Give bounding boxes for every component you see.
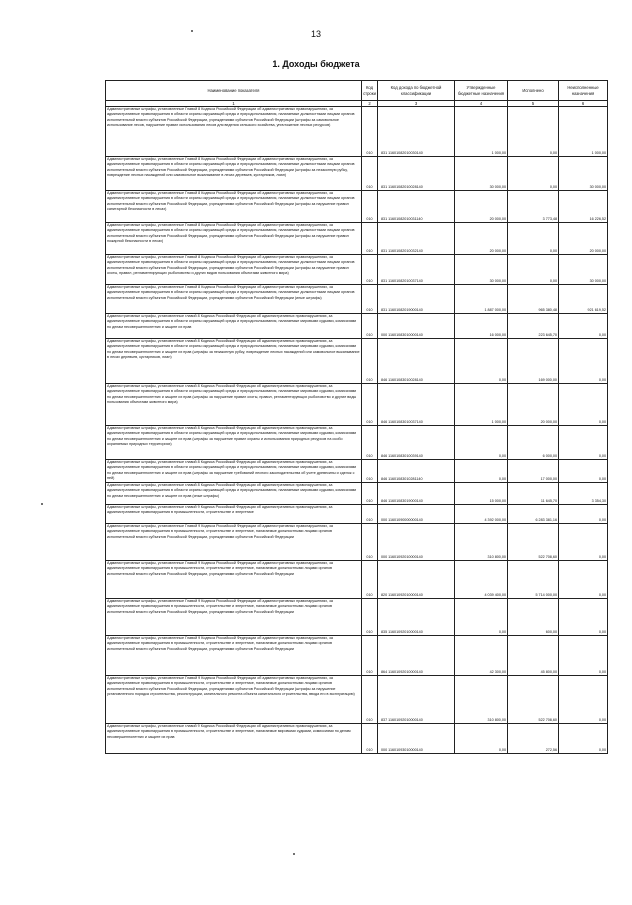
row-description: Административные штрафы, установленные главой 9 Кодекса Российской Федерации об административных правонарушениях, за административные правонарушения в промышленности, строительстве и энергетике [106, 505, 362, 524]
row-income-code: 846 11601083010037140 [378, 384, 455, 426]
row-unexecuted: 0,00 [559, 599, 608, 636]
column-number: 5 [508, 101, 559, 107]
row-approved: 20 000,00 [455, 191, 508, 223]
row-income-code: 000 11601092010000140 [378, 524, 455, 561]
row-unexecuted: 0,00 [559, 636, 608, 676]
row-approved: 42 300,00 [455, 636, 508, 676]
income-table [105, 80, 608, 754]
row-approved: 0,00 [455, 599, 508, 636]
column-number: 4 [455, 101, 508, 107]
row-description: Административные штрафы, установленные главой 8 Кодекса Российской Федерации об административных правонарушениях, за административные правонарушения в области охраны окружающей среды и природопользования, налагаемые мировыми судьями, комиссиями по делам несовершеннолетних и защите их прав (штрафы за незаконную рубку, повреждение лесных насаждений или самовольное выкапывание в лесах деревьев, кустарников, лиан) [106, 339, 362, 384]
row-income-code: 846 11601083010039140 [378, 426, 455, 460]
table-header-row [106, 81, 608, 101]
row-description: Административные штрафы, установленные Главой 8 Кодекса Российской Федерации об административных правонарушениях, за административные правонарушения в области охраны окружающей среды и природопользования, налагаемые должностными лицами органов исполнительной власти субъектов Российской Федерации, учреждениями субъектов Российской Федерации (штрафы за нарушение правил охоты, правил, регламентирующих рыболовство и других видов пользования объектами животного мира) [106, 255, 362, 285]
row-income-code: 864 11601092010000140 [378, 636, 455, 676]
row-executed: 3 773,48 [508, 191, 559, 223]
row-unexecuted: 20 000,00 [559, 223, 608, 255]
row-executed: 5 714 000,00 [508, 561, 559, 599]
row-line-code: 010 [362, 223, 378, 255]
row-approved: 0,00 [455, 724, 508, 754]
row-description: Административные штрафы, установленные главой 8 Кодекса Российской Федерации об административных правонарушениях, за административные правонарушения в области охраны окружающей среды и природопользования, налагаемые мировыми судьями, комиссиями по делам несовершеннолетних и защите их прав (штрафы за нарушение требований лесного законодательства об учете древесины и сделок с ней) [106, 460, 362, 483]
row-description: Административные штрафы, установленные Главой 8 Кодекса Российской Федерации об административных правонарушениях, за административные правонарушения в области охраны окружающей среды и природопользования, налагаемые должностными лицами органов исполнительной власти субъектов Российской Федерации, учреждениями субъектов Российской Федерации (штрафы за нарушение правил санитарной безопасности в лесах) [106, 191, 362, 223]
table-row [106, 255, 608, 285]
row-approved: 0,00 [455, 339, 508, 384]
row-description: Административные штрафы, установленные Главой 9 Кодекса Российской Федерации об административных правонарушениях, за административные правонарушения в промышленности, строительстве и энергетике, налагаемые должностными лицами органов исполнительной власти субъектов Российской Федерации, учреждениями субъектов Российской Федерации [106, 636, 362, 676]
scan-speck [293, 853, 295, 855]
table-row [106, 339, 608, 384]
row-income-code: 831 11601082010030140 [378, 107, 455, 157]
row-income-code: 000 11601090000000140 [378, 505, 455, 524]
row-approved: 310 800,00 [455, 676, 508, 724]
row-approved: 1 000,00 [455, 107, 508, 157]
row-description: Административные штрафы, установленные Главой 9 Кодекса Российской Федерации об административных правонарушениях, за административные правонарушения в промышленности, строительстве и энергетике, налагаемые должностными лицами органов исполнительной власти субъектов Российской Федерации, учреждениями субъектов Российской Федерации [106, 561, 362, 599]
row-income-code: 835 11601092010000140 [378, 599, 455, 636]
table-row [106, 285, 608, 314]
row-line-code: 010 [362, 483, 378, 505]
row-unexecuted: 0,00 [559, 426, 608, 460]
row-unexecuted: 0,00 [559, 505, 608, 524]
row-approved: 4 039 400,00 [455, 561, 508, 599]
table-row [106, 561, 608, 599]
row-line-code: 010 [362, 314, 378, 339]
row-line-code: 010 [362, 426, 378, 460]
row-unexecuted: 0,00 [559, 460, 608, 483]
column-number: 3 [378, 101, 455, 107]
row-executed: 169 000,00 [508, 339, 559, 384]
row-executed: 0,00 [508, 223, 559, 255]
header-income-code: Код дохода по бюджетной классификации [378, 81, 455, 101]
row-line-code: 010 [362, 724, 378, 754]
header-unexecuted: Неисполненные назначения [559, 81, 608, 101]
row-description: Административные штрафы, установленные главой 9 Кодекса Российской Федерации об административных правонарушениях, за административные правонарушения в промышленности, строительстве и энергетике, налагаемые мировыми судьями, комиссиями по делам несовершеннолетних и защите их прав [106, 724, 362, 754]
document-title: 1. Доходы бюджета [272, 59, 360, 69]
row-approved: 30 000,00 [455, 255, 508, 285]
column-number: 6 [559, 101, 608, 107]
row-unexecuted: 1 000,00 [559, 107, 608, 157]
header-executed: Исполнено [508, 81, 559, 101]
row-income-code: 831 11601082010028140 [378, 157, 455, 191]
row-description: Административные штрафы, установленные главой 8 Кодекса Российской Федерации об административных правонарушениях, за административные правонарушения в области охраны окружающей среды и природопользования, налагаемые мировыми судьями, комиссиями по делам несовершеннолетних и защите их прав (штрафы за нарушение правил охоты, правил, регламентирующих рыболовство и другие виды пользования объектами животного мира) [106, 384, 362, 426]
row-income-code: 831 11601082010031140 [378, 191, 455, 223]
row-line-code: 010 [362, 285, 378, 314]
table-row [106, 107, 608, 157]
column-number: 2 [362, 101, 378, 107]
row-executed: 600,00 [508, 599, 559, 636]
row-description: Административные штрафы, установленные Главой 8 Кодекса Российской Федерации об административных правонарушениях, за административные правонарушения в области охраны окружающей среды и природопользования, налагаемые должностными лицами органов исполнительной власти субъектов Российской Федерации, учреждениями субъектов Российской Федерации (штрафы за нарушение правил пожарной безопасности в лесах) [106, 223, 362, 255]
table-row [106, 426, 608, 460]
header-approved: Утвержденные бюджетные назначения [455, 81, 508, 101]
row-income-code: 831 11601082010037140 [378, 255, 455, 285]
table-row [106, 191, 608, 223]
row-approved: 310 800,00 [455, 524, 508, 561]
scan-speck [41, 503, 43, 505]
row-description: Административные штрафы, установленные главой 8 Кодекса Российской Федерации об административных правонарушениях, за административные правонарушения в области охраны окружающей среды и природопользования, налагаемые мировыми судьями, комиссиями по делам несовершеннолетних и защите их прав [106, 314, 362, 339]
table-row [106, 636, 608, 676]
row-approved: 0,00 [455, 460, 508, 483]
row-income-code: 831 11601082019000140 [378, 285, 455, 314]
row-approved: 0,00 [455, 426, 508, 460]
row-description: Административные штрафы, установленные главой 8 Кодекса Российской Федерации об административных правонарушениях, за административные правонарушения в области охраны окружающей среды и природопользования, налагаемые мировыми судьями, комиссиями по делам несовершеннолетних и защите их прав (иные штрафы) [106, 483, 362, 505]
row-line-code: 010 [362, 460, 378, 483]
row-approved: 16 000,00 [455, 314, 508, 339]
row-unexecuted: 30 000,00 [559, 157, 608, 191]
row-executed: 17 000,00 [508, 460, 559, 483]
page-number: 13 [310, 29, 321, 39]
row-description: Административные штрафы, установленные Главой 9 Кодекса Российской Федерации об административных правонарушениях, за административные правонарушения в промышленности, строительстве и энергетике, налагаемые должностными лицами органов исполнительной власти субъектов Российской Федерации, учреждениями субъектов Российской Федерации [106, 524, 362, 561]
row-income-code: 846 11601083010028140 [378, 339, 455, 384]
row-executed: 45 800,00 [508, 636, 559, 676]
row-executed: 522 708,60 [508, 676, 559, 724]
row-line-code: 010 [362, 561, 378, 599]
header-indicator-name: Наименование показателя [106, 81, 362, 101]
row-approved: 4 392 000,00 [455, 505, 508, 524]
row-approved: 15 000,00 [455, 483, 508, 505]
row-description: Административные штрафы, установленные Главой 9 Кодекса Российской Федерации об административных правонарушениях, за административные правонарушения в промышленности, строительстве и энергетике, налагаемые должностными лицами органов исполнительной власти субъектов Российской Федерации, учреждениями субъектов Российской Федерации (штрафы за нарушение установленного порядка строительства, реконструкции, капитального ремонта объекта капитального строительства, ввода его в эксплуатацию) [106, 676, 362, 724]
row-executed: 6 000,00 [508, 426, 559, 460]
row-income-code: 837 11601092010000140 [378, 676, 455, 724]
row-approved: 1 887 000,00 [455, 285, 508, 314]
row-unexecuted: 0,00 [559, 676, 608, 724]
row-unexecuted: 0,00 [559, 561, 608, 599]
row-unexecuted: 30 000,00 [559, 255, 608, 285]
table-row [106, 505, 608, 524]
row-line-code: 010 [362, 524, 378, 561]
row-executed: 6 283 381,16 [508, 505, 559, 524]
row-executed: 20 000,00 [508, 384, 559, 426]
row-line-code: 010 [362, 107, 378, 157]
row-line-code: 010 [362, 599, 378, 636]
table-row [106, 460, 608, 483]
header-line-code: Код строки [362, 81, 378, 101]
row-income-code: 000 11601083010000140 [378, 314, 455, 339]
row-unexecuted: 16 226,52 [559, 191, 608, 223]
column-number: 1 [106, 101, 362, 107]
row-description: Административные штрафы, установленные Главой 9 Кодекса Российской Федерации об административных правонарушениях, за административные правонарушения в промышленности, строительстве и энергетике, налагаемые должностными лицами органов исполнительной власти субъектов Российской Федерации, учреждениями субъектов Российской Федерации [106, 599, 362, 636]
row-line-code: 010 [362, 339, 378, 384]
row-unexecuted: 3 354,30 [559, 483, 608, 505]
row-description: Административные штрафы, установленные Главой 8 Кодекса Российской Федерации об административных правонарушениях, за административные правонарушения в области охраны окружающей среды и природопользования, налагаемые должностными лицами органов исполнительной власти субъектов Российской Федерации, учреждениями субъектов Российской Федерации (штрафы за незаконную рубку, повреждение лесных насаждений или самовольное выкапывание в лесах деревьев, кустарников, лиан) [106, 157, 362, 191]
row-executed: 0,00 [508, 107, 559, 157]
row-approved: 20 000,00 [455, 223, 508, 255]
row-executed: 965 380,48 [508, 285, 559, 314]
row-unexecuted: 0,00 [559, 724, 608, 754]
table-row [106, 157, 608, 191]
table-row [106, 676, 608, 724]
row-income-code: 820 11601092010000140 [378, 561, 455, 599]
row-description: Административные штрафы, установленные Главой 8 Кодекса Российской Федерации об административных правонарушениях, за административные правонарушения в области охраны окружающей среды и природопользования, налагаемые должностными лицами органов исполнительной власти субъектов Российской Федерации, учреждениями субъектов Российской Федерации (иные штрафы) [106, 285, 362, 314]
row-unexecuted: 0,00 [559, 384, 608, 426]
table-row [106, 223, 608, 255]
table-row [106, 483, 608, 505]
table-row [106, 524, 608, 561]
row-unexecuted: 0,00 [559, 339, 608, 384]
table-row [106, 724, 608, 754]
table-body [106, 107, 608, 754]
row-line-code: 010 [362, 636, 378, 676]
row-line-code: 010 [362, 505, 378, 524]
row-executed: 223 645,70 [508, 314, 559, 339]
row-approved: 30 000,00 [455, 157, 508, 191]
row-income-code: 846 11601083019000140 [378, 483, 455, 505]
table-row [106, 384, 608, 426]
row-line-code: 010 [362, 191, 378, 223]
row-income-code: 000 11601093010000140 [378, 724, 455, 754]
table-row [106, 599, 608, 636]
row-executed: 11 645,70 [508, 483, 559, 505]
row-executed: 522 708,60 [508, 524, 559, 561]
row-line-code: 010 [362, 676, 378, 724]
income-table-container [105, 80, 607, 754]
row-description: Административные штрафы, установленные главой 8 Кодекса Российской Федерации об административных правонарушениях, за административные правонарушения в области охраны окружающей среды и природопользования, налагаемые мировыми судьями, комиссиями по делам несовершеннолетних и защите их прав (штрафы за нарушение правил охраны и использования природных ресурсов на особо охраняемых природных территориях) [106, 426, 362, 460]
row-line-code: 010 [362, 384, 378, 426]
row-executed: 272,56 [508, 724, 559, 754]
row-unexecuted: 921 619,52 [559, 285, 608, 314]
scan-speck [191, 30, 193, 32]
row-unexecuted: 0,00 [559, 314, 608, 339]
row-income-code: 831 11601082010032140 [378, 223, 455, 255]
row-income-code: 846 11601083010281140 [378, 460, 455, 483]
row-description: Административные штрафы, установленные Главой 8 Кодекса Российской Федерации об административных правонарушениях, за административные правонарушения в области охраны окружающей среды и природопользования, налагаемые должностными лицами органов исполнительной власти субъектов Российской Федерации, учреждениями субъектов Российской Федерации (штрафы за самовольное использование лесов, нарушение правил использования лесов для ведения сельского хозяйства, уничтожение лесных ресурсов) [106, 107, 362, 157]
row-line-code: 010 [362, 157, 378, 191]
row-unexecuted: 0,00 [559, 524, 608, 561]
row-executed: 0,00 [508, 157, 559, 191]
row-line-code: 010 [362, 255, 378, 285]
row-approved: 1 000,00 [455, 384, 508, 426]
table-row [106, 314, 608, 339]
row-executed: 0,00 [508, 255, 559, 285]
